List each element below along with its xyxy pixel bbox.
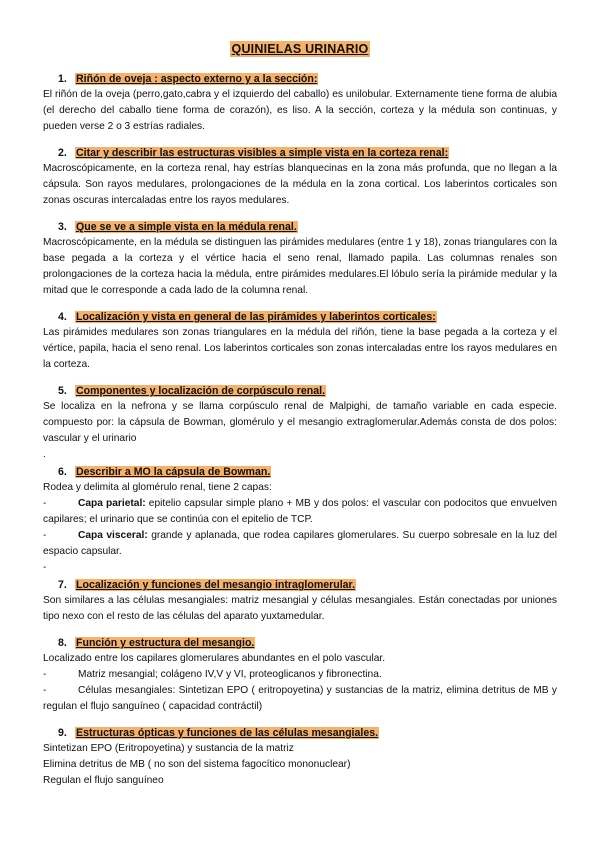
section-heading: 8. Función y estructura del mesangio. [58, 637, 255, 649]
paragraph-dot: . [43, 449, 46, 460]
paragraph: Las pirámides medulares son zonas triangulares en la médula del riñón, tiene la base pegada a la corteza y el vértice, papila, hacia el seno renal. Los laberintos corticales son zonas intercaladas entre los rayos medulares en la corteza. [43, 327, 557, 370]
section-5 [43, 384, 557, 463]
text-line: Sintetizan EPO (Eritropoyetina) y sustancia de la matriz [43, 743, 294, 754]
section-heading: 2. Citar y describir las estructuras visibles a simple vista en la corteza renal: [58, 147, 449, 159]
list-item: - Capa parietal: epitelio capsular simple plano + MB y dos polos: el vascular con podocitos que envuelven capilares; el urinario que se continúa con el epitelio de TCP. [43, 498, 557, 525]
document-title: QUINIELAS URINARIO [231, 42, 369, 56]
section-6 [43, 465, 557, 576]
text-line: Elimina detritus de MB ( no son del sistema fagocítico mononuclear) [43, 759, 351, 770]
paragraph: Se localiza en la nefrona y se llama corpúsculo renal de Malpighi, de tamaño variable en cada especie. compuesto por: la cápsula de Bowman, glomérulo y el mesangio extraglomerular.Además consta de dos polos: vascular y el urinario [43, 401, 557, 444]
section-heading: 6. Describir a MO la cápsula de Bowman. [58, 466, 271, 478]
section-1 [43, 72, 557, 135]
section-3 [43, 220, 557, 299]
document-body [43, 72, 557, 800]
paragraph: El riñón de la oveja (perro,gato,cabra y el izquierdo del caballo) es unilobular. Externamente tiene forma de alubia (el derecho del caballo tiene forma de corazón), es liso. A la sección, corteza y la médula son continuas, y pueden verse 2 o 3 estrías radiales. [43, 89, 557, 132]
paragraph: Macroscópicamente, en la corteza renal, hay estrías blanquecinas en la zona más profunda, que no llegan a la cápsula. Son rayos medulares, prolongaciones de la médula en la zona cortical. Los laberintos corticales son zonas oscuras intercaladas entre los rayos medulares. [43, 163, 557, 206]
paragraph: Rodea y delimita al glomérulo renal, tiene 2 capas: [43, 482, 272, 493]
paragraph: Macroscópicamente, en la médula se distinguen las pirámides medulares (entre 1 y 18), zonas triangulares con la base pegada a la corteza y el vértice hacia el seno renal, llamado papila. Las columnas renales son prolongaciones de la corteza hacia la médula, entre pirámides medulares.El lóbulo sería la pirámide medular y la mitad que le corresponde a cada lado de la columna renal. [43, 237, 557, 296]
section-heading: 4. Localización y vista en general de las pirámides y laberintos corticales: [58, 311, 436, 323]
section-2 [43, 146, 557, 209]
section-heading: 5. Componentes y localización de corpúsculo renal. [58, 385, 326, 397]
section-4 [43, 310, 557, 373]
section-7 [43, 578, 557, 625]
paragraph-dash: - [43, 562, 47, 573]
section-heading: 9. Estructuras ópticas y funciones de las células mesangiales. [58, 727, 379, 739]
section-9 [43, 726, 557, 789]
list-item: - Capa visceral: grande y aplanada, que rodea capilares glomerulares. Su cuerpo sobresale en la luz del espacio capsular. [43, 530, 557, 557]
list-item: - Matriz mesangial; colágeno IV,V y VI, proteoglicanos y fibronectina. [43, 669, 382, 680]
paragraph: Son similares a las células mesangiales: matriz mesangial y células mesangiales. Están conectadas por uniones tipo nexo con el resto de las células del aparato yuxtamedular. [43, 595, 557, 622]
paragraph: Localizado entre los capilares glomerulares abundantes en el polo vascular. [43, 653, 386, 664]
section-heading: 7. Localización y funciones del mesangio intraglomerular. [58, 579, 356, 591]
list-item: - Células mesangiales: Sintetizan EPO ( eritropoyetina) y sustancias de la matriz, elimina detritus de MB y regulan el flujo sanguíneo ( capacidad contráctil) [43, 685, 557, 712]
section-heading: 3. Que se ve a simple vista en la médula renal. [58, 221, 297, 233]
section-8 [43, 636, 557, 715]
section-heading: 1. Riñón de oveja : aspecto externo y a la sección: [58, 73, 318, 85]
text-line: Regulan el flujo sanguíneo [43, 775, 164, 786]
